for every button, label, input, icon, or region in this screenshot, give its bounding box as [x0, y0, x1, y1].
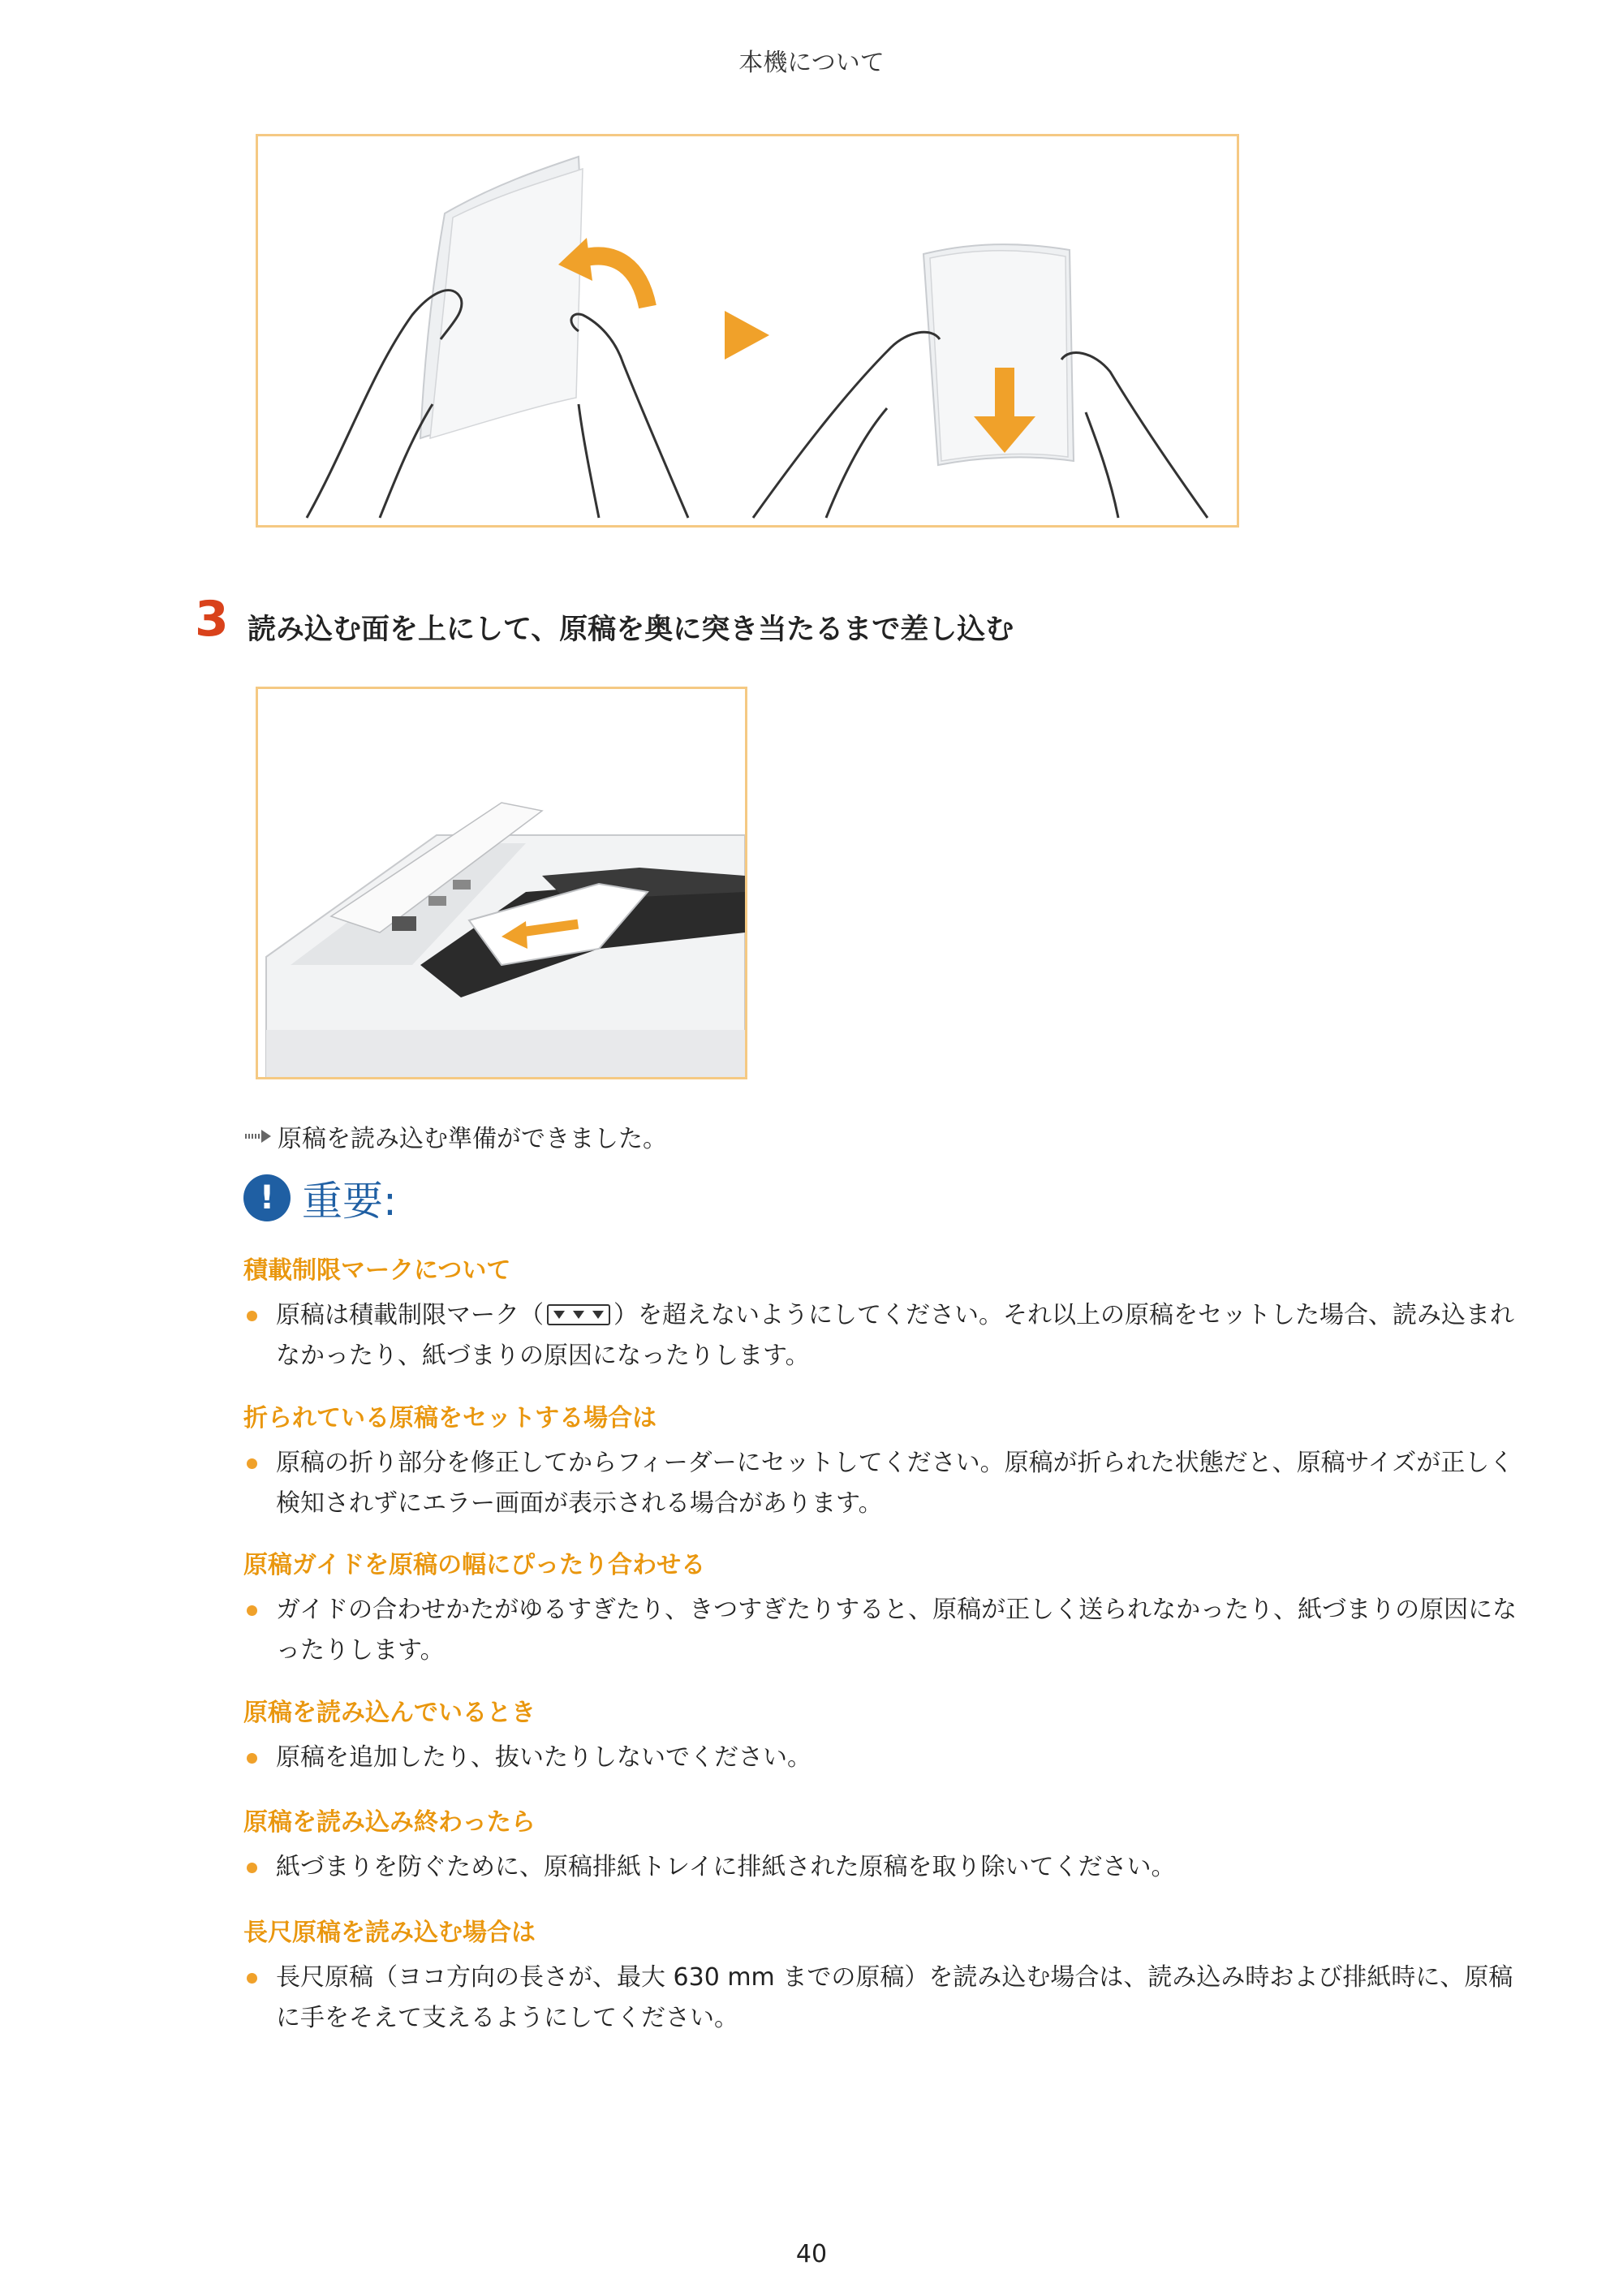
section-title-long-original: 長尺原稿を読み込む場合は — [243, 1919, 536, 1947]
result-arrow-icon — [243, 1128, 273, 1144]
step-instruction: 読み込む面を上にして、原稿を奥に突き当たるまで差し込む — [248, 614, 1014, 646]
bullet-dot-icon — [247, 1973, 257, 1984]
section-title-load-limit: 積載制限マークについて — [243, 1256, 511, 1285]
page-header: 本機について — [738, 49, 885, 77]
important-heading — [243, 1169, 397, 1227]
bullet-dot-icon — [247, 1458, 257, 1469]
bullet-folded-original: 原稿の折り部分を修正してからフィーダーにセットしてください。原稿が折られた状態だと、原稿サイズが正しく検知されずにエラー画面が表示される場合があります。 — [243, 1443, 1518, 1524]
exclamation-icon: ! — [243, 1174, 291, 1221]
bullet-load-limit: 原稿は積載制限マーク（ ）を超えないようにしてください。それ以上の原稿をセットした場合、読み込まれなかったり、紙づまりの原因になったりします。 — [243, 1295, 1518, 1376]
document-feeder-drawing — [258, 689, 745, 1077]
section-title-guide-fit: 原稿ガイドを原稿の幅にぴったり合わせる — [243, 1551, 706, 1579]
step-number: 3 — [195, 591, 229, 648]
section-title-while-scanning: 原稿を読み込んでいるとき — [243, 1699, 536, 1727]
fanning-paper-illustration — [256, 134, 1239, 528]
page-number: 40 — [795, 2240, 828, 2268]
result-text: 原稿を読み込む準備ができました。 — [278, 1125, 667, 1153]
bullet-dot-icon — [247, 1311, 257, 1321]
bullet-long-original: 長尺原稿（ヨコ方向の長さが、最大 630 mm までの原稿）を読み込む場合は、読み込み時および排紙時に、原稿に手をそえて支えるようにしてください。 — [243, 1958, 1518, 2039]
important-title: 重要: — [302, 1178, 397, 1225]
section-title-after-scanning: 原稿を読み込み終わったら — [243, 1808, 536, 1837]
fanning-paper-drawing — [258, 136, 1237, 525]
bullet-dot-icon — [247, 1863, 257, 1873]
bullet-dot-icon — [247, 1605, 257, 1616]
bullet-dot-icon — [247, 1753, 257, 1764]
section-title-folded-original: 折られている原稿をセットする場合は — [243, 1404, 657, 1432]
bullet-while-scanning: 原稿を追加したり、抜いたりしないでください。 — [243, 1738, 1518, 1778]
document-feeder-illustration — [256, 687, 747, 1079]
load-limit-mark-icon — [547, 1304, 610, 1325]
bullet-guide-fit: ガイドの合わせかたがゆるすぎたり、きつすぎたりすると、原稿が正しく送られなかったり、紙づまりの原因になったりします。 — [243, 1590, 1518, 1671]
bullet-after-scanning: 紙づまりを防ぐために、原稿排紙トレイに排紙された原稿を取り除いてください。 — [243, 1847, 1518, 1888]
result-line — [243, 1118, 667, 1154]
